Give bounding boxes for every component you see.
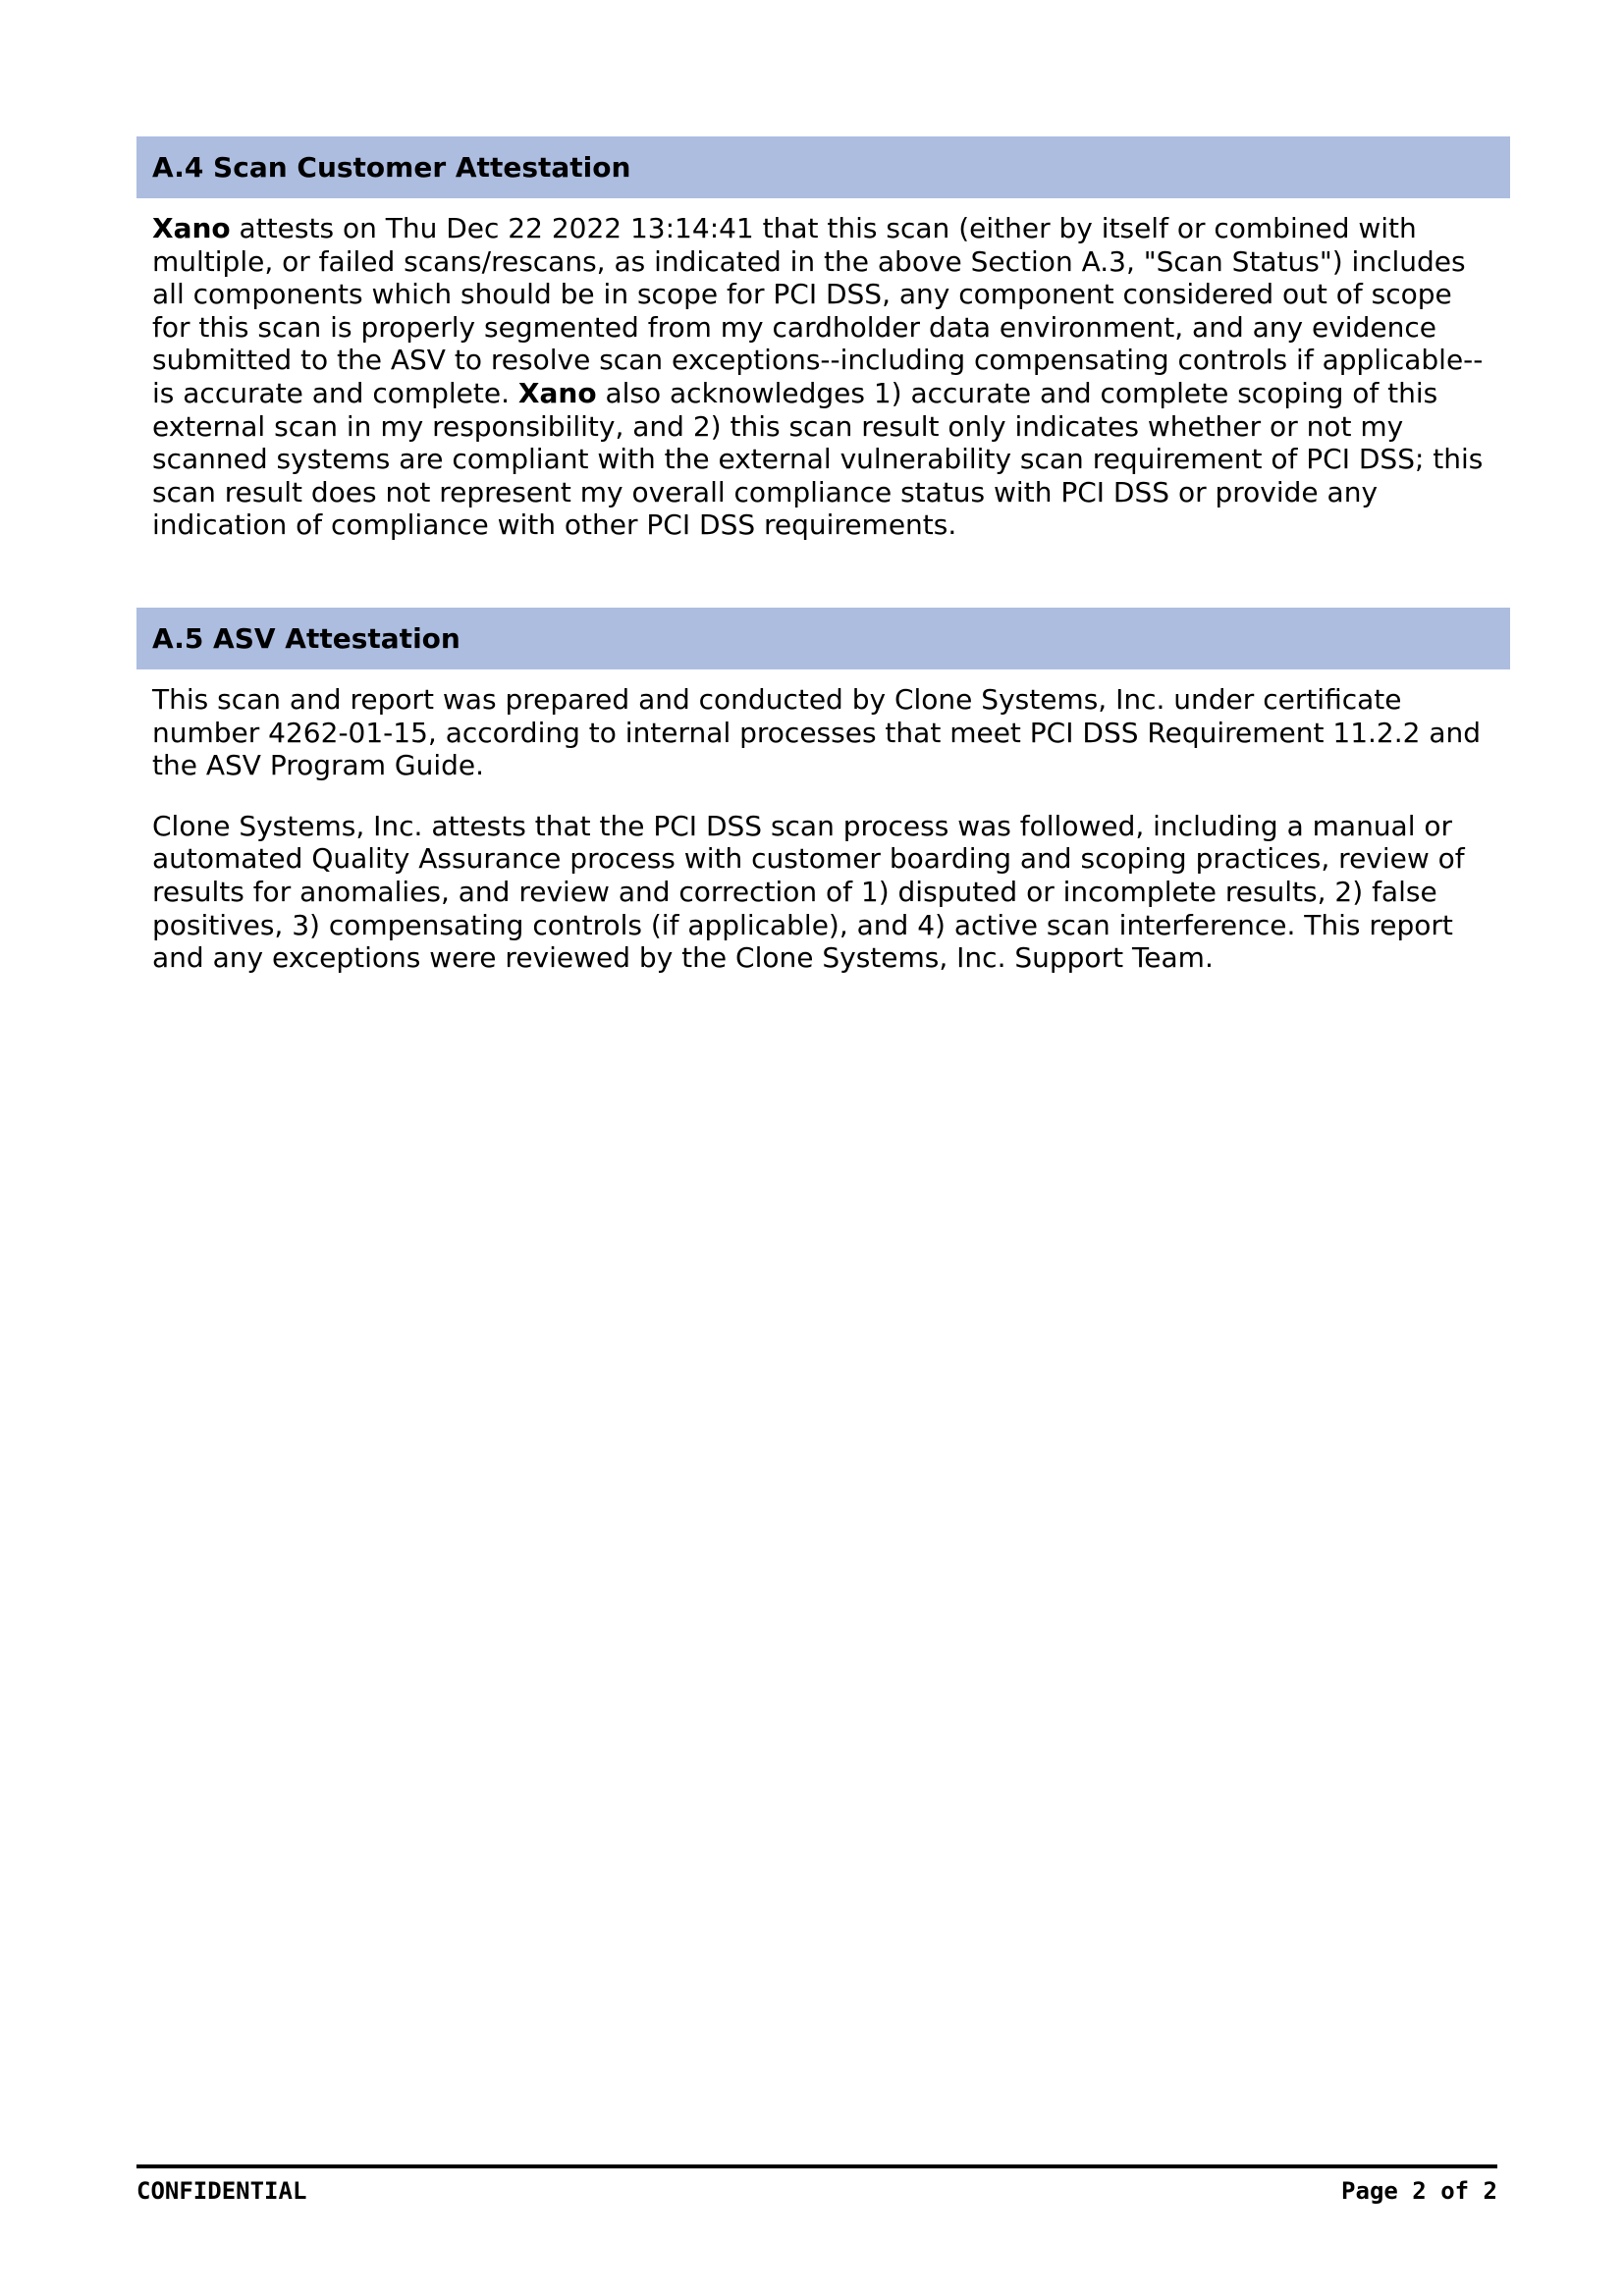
asv-paragraph: Clone Systems, Inc. attests that the PCI DSS scan process was followed, including a manual or automated Quality Assurance process with customer boarding and scoping practices, review of results for anomalies, and review and correction of 1) disputed or incomplete results, 2) false positives, 3) compensating controls (if applicable), and 4) active scan interference. This report and any exceptions were reviewed by the Clone Systems, Inc. Support Team. (152, 809, 1465, 975)
asv-paragraph: This scan and report was prepared and conducted by Clone Systems, Inc. under certificate number 4262-01-15, according to internal processes that meet PCI DSS Requirement 11.2.2 and the ASV Program Guide. (152, 683, 1482, 782)
customer-name: Xano (517, 376, 597, 409)
attestation-paragraph (152, 212, 1494, 542)
confidential-label: CONFIDENTIAL (136, 2177, 307, 2205)
page-number: Page 2 of 2 (1341, 2177, 1497, 2205)
section-heading: A.4 Scan Customer Attestation (136, 136, 1510, 198)
paragraph-text: also acknowledges 1) accurate and complete scoping of this external scan in my responsibility, and 2) this scan result only indicates whether or not my scanned systems are compliant with the external vulnerability scan requirement of PCI DSS; this scan result does not represent my overall compliance status with PCI DSS or provide any indication of compliance with other PCI DSS requirements. (152, 376, 1484, 542)
section-scan-customer-attestation (136, 136, 1510, 569)
customer-name: Xano (152, 212, 231, 244)
paragraph-text: attests on Thu Dec 22 2022 13:14:41 that this scan (either by itself or combined with multiple, or failed scans/rescans, as indicated in the above Section A.3, "Scan Status") includes all components which should be in scope for PCI DSS, any component considered out of scope for this scan is properly segmented from my cardholder data environment, and any evidence submitted to the ASV to resolve scan exceptions--including compensating controls if applicable--is accurate and complete. (152, 212, 1484, 409)
section-asv-attestation (136, 608, 1510, 1002)
section-body (136, 198, 1510, 542)
page-footer (136, 2177, 1497, 2205)
section-body (136, 669, 1510, 975)
footer-divider (136, 2164, 1497, 2168)
section-heading: A.5 ASV Attestation (136, 608, 1510, 669)
